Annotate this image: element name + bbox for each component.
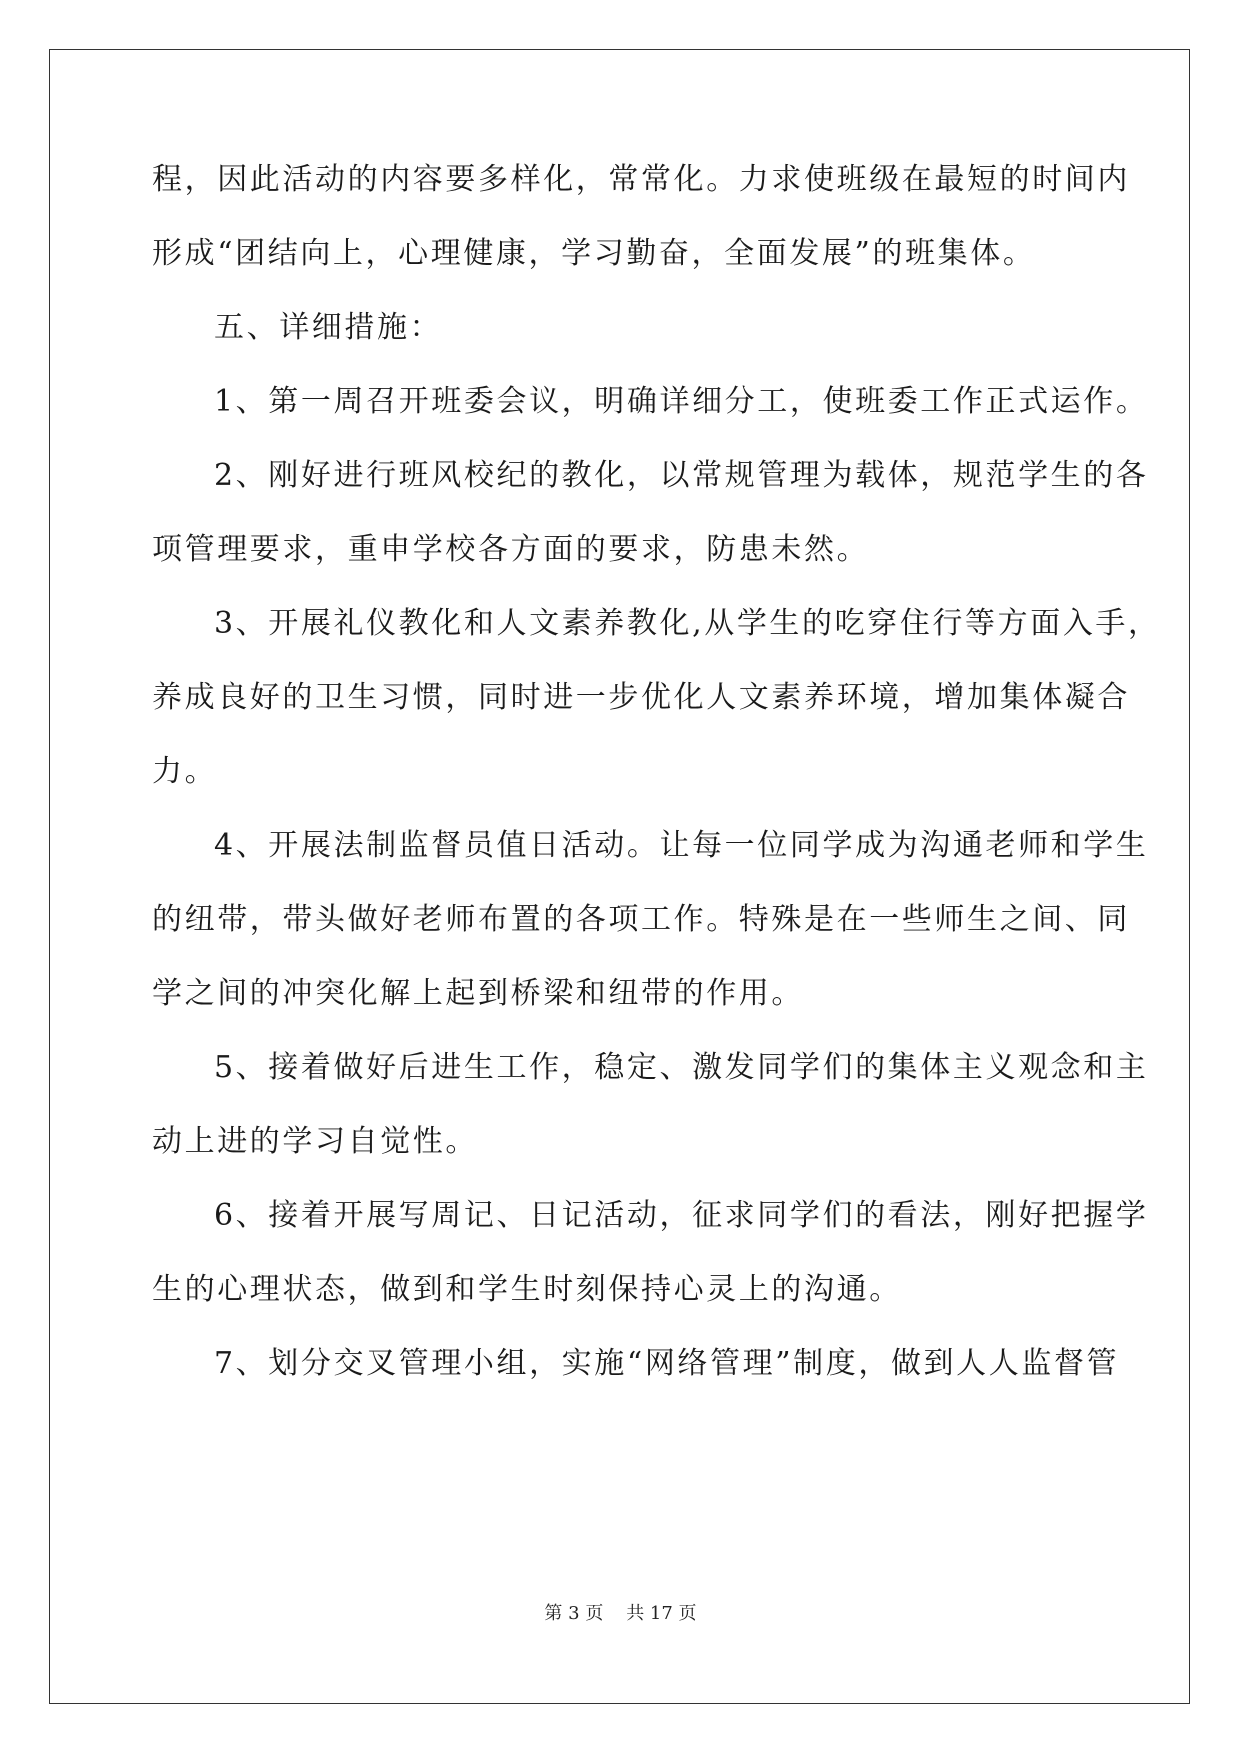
text-line: 形成“团结向上，心理健康，学习勤奋，全面发展”的班集体。 — [152, 236, 1036, 271]
text-line: 的纽带，带头做好老师布置的各项工作。特殊是在一些师生之间、同 — [152, 902, 1130, 937]
text-line: 6、接着开展写周记、日记活动，征求同学们的看法，刚好把握学 — [214, 1198, 1149, 1233]
text-line: 生的心理状态，做到和学生时刻保持心灵上的沟通。 — [152, 1272, 902, 1307]
text-line: 4、开展法制监督员值日活动。让每一位同学成为沟通老师和学生 — [214, 828, 1149, 863]
text-line: 学之间的冲突化解上起到桥梁和纽带的作用。 — [152, 976, 804, 1011]
text-line: 7、划分交叉管理小组，实施“网络管理”制度，做到人人监督管 — [214, 1346, 1120, 1381]
text-line: 项管理要求，重申学校各方面的要求，防患未然。 — [152, 532, 870, 567]
text-line: 动上进的学习自觉性。 — [152, 1124, 478, 1159]
text-line: 1、第一周召开班委会议，明确详细分工，使班委工作正式运作。 — [214, 384, 1149, 419]
text-line: 2、刚好进行班风校纪的教化，以常规管理为载体，规范学生的各 — [214, 458, 1149, 493]
text-line: 3、开展礼仪教化和人文素养教化,从学生的吃穿住行等方面入手， — [214, 606, 1161, 641]
page-border — [49, 49, 1190, 1704]
page-number: 第 3 页 共 17 页 — [544, 1603, 697, 1624]
text-line: 5、接着做好后进生工作，稳定、激发同学们的集体主义观念和主 — [214, 1050, 1149, 1085]
text-line: 养成良好的卫生习惯，同时进一步优化人文素养环境，增加集体凝合 — [152, 680, 1130, 715]
section-heading: 五、详细措施： — [214, 310, 443, 345]
text-line: 力。 — [152, 754, 218, 789]
text-line: 程，因此活动的内容要多样化，常常化。力求使班级在最短的时间内 — [152, 162, 1130, 197]
